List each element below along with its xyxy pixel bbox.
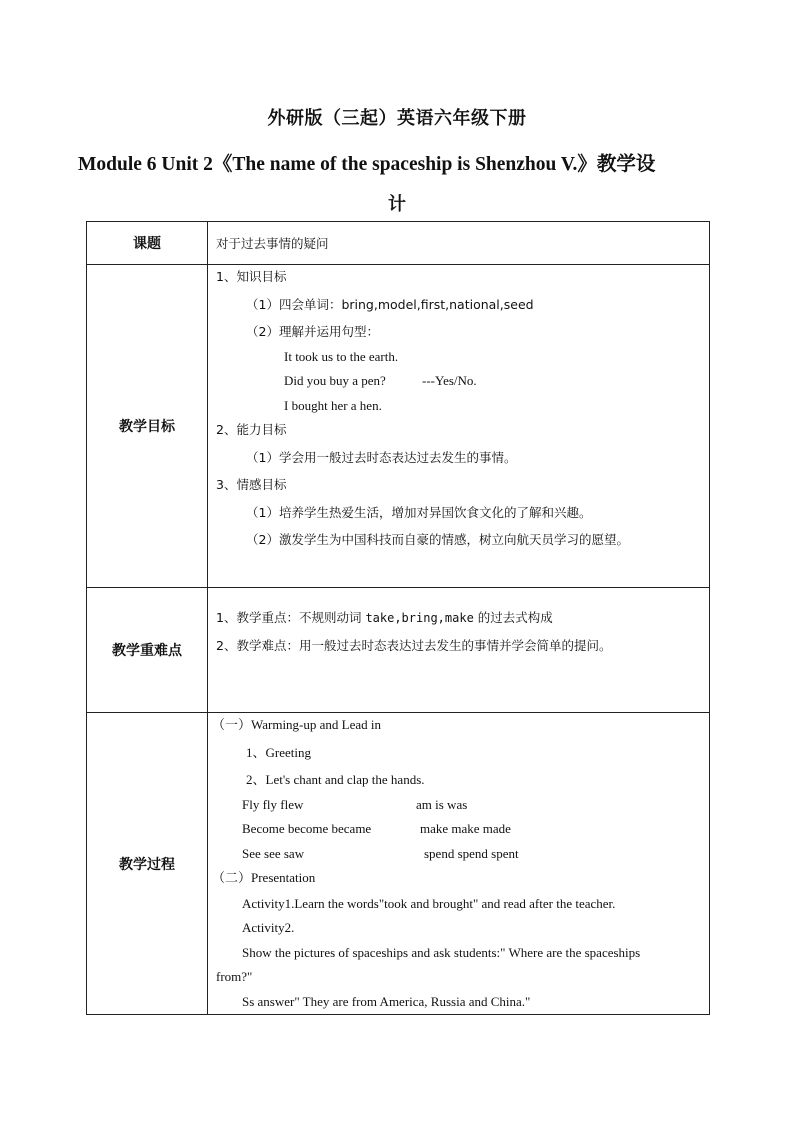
chant-row-3 xyxy=(216,842,709,867)
pattern-1: It took us to the earth. xyxy=(284,348,399,364)
row-topic xyxy=(87,222,710,265)
pattern-3: I bought her a hen. xyxy=(284,397,382,413)
chant-row-2-left: Become become became xyxy=(242,821,372,836)
document-subtitle-continuation: 计 xyxy=(388,194,406,215)
key-points-label: 教学重难点 xyxy=(87,588,208,713)
topic-label: 课题 xyxy=(87,222,208,265)
chant-row-1-left: Fly fly flew xyxy=(242,796,304,812)
show-line-2: from?" xyxy=(216,969,253,984)
key-point-2: 2、教学难点：用一般过去时态表达过去发生的事情并学会简单的提问。 xyxy=(216,637,612,653)
emotion-1: （1）培养学生热爱生活，增加对异国饮食文化的了解和兴趣。 xyxy=(246,504,592,520)
key-point-1-words: take,bring,make xyxy=(365,611,474,625)
chant-row-3-right: spend spend spent xyxy=(424,845,519,861)
lesson-plan-table xyxy=(86,221,710,1015)
part1-heading: （一）Warming-up and Lead in xyxy=(212,717,381,732)
words-line: （1）四会单词：bring,model,first,national,seed xyxy=(246,296,534,312)
row-process xyxy=(87,713,710,1015)
pattern-2-question: Did you buy a pen? xyxy=(284,373,386,388)
process-cell xyxy=(208,713,710,1015)
document-subtitle: Module 6 Unit 2《The name of the spaceship is Shenzhou V.》教学设 xyxy=(78,154,656,175)
row-objectives xyxy=(87,265,710,588)
ability-1: （1）学会用一般过去时态表达过去发生的事情。 xyxy=(246,449,517,465)
key-point-1-suffix: 的过去式构成 xyxy=(473,610,553,625)
chant-row-2-right: make make made xyxy=(420,821,511,836)
show-line-1: Show the pictures of spaceships and ask students:" Where are the spaceships xyxy=(242,944,641,960)
chant-line: 2、Let's chant and clap the hands. xyxy=(246,772,425,787)
answer-line: Ss answer" They are from America, Russia and China." xyxy=(242,993,531,1009)
process-label: 教学过程 xyxy=(87,713,208,1015)
key-point-1 xyxy=(216,606,709,631)
emotion-heading: 3、情感目标 xyxy=(216,477,287,492)
objectives-label: 教学目标 xyxy=(87,265,208,588)
chant-row-1-right: am is was xyxy=(416,796,468,812)
topic-value: 对于过去事情的疑问 xyxy=(216,236,329,251)
greeting-line: 1、Greeting xyxy=(246,744,311,760)
topic-cell xyxy=(208,222,710,265)
ability-heading: 2、能力目标 xyxy=(216,422,287,437)
patterns-heading: （2）理解并运用句型： xyxy=(246,324,379,339)
chant-row-1 xyxy=(216,793,709,818)
knowledge-heading: 1、知识目标 xyxy=(216,269,287,284)
chant-row-2 xyxy=(216,817,709,842)
chant-row-3-left: See see saw xyxy=(242,845,305,861)
pattern-2 xyxy=(216,369,709,394)
pattern-2-answer: ---Yes/No. xyxy=(422,373,477,388)
key-point-1-prefix: 1、教学重点：不规则动词 xyxy=(216,610,366,625)
activity-1: Activity1.Learn the words"took and brought" and read after the teacher. xyxy=(242,895,616,911)
part2-heading: （二）Presentation xyxy=(212,870,316,885)
row-key-points xyxy=(87,588,710,713)
emotion-2: （2）激发学生为中国科技而自豪的情感，树立向航天员学习的愿望。 xyxy=(246,532,629,547)
activity-2: Activity2. xyxy=(242,920,295,935)
key-points-cell xyxy=(208,588,710,713)
document-title: 外研版（三起）英语六年级下册 xyxy=(267,108,527,129)
objectives-cell xyxy=(208,265,710,588)
